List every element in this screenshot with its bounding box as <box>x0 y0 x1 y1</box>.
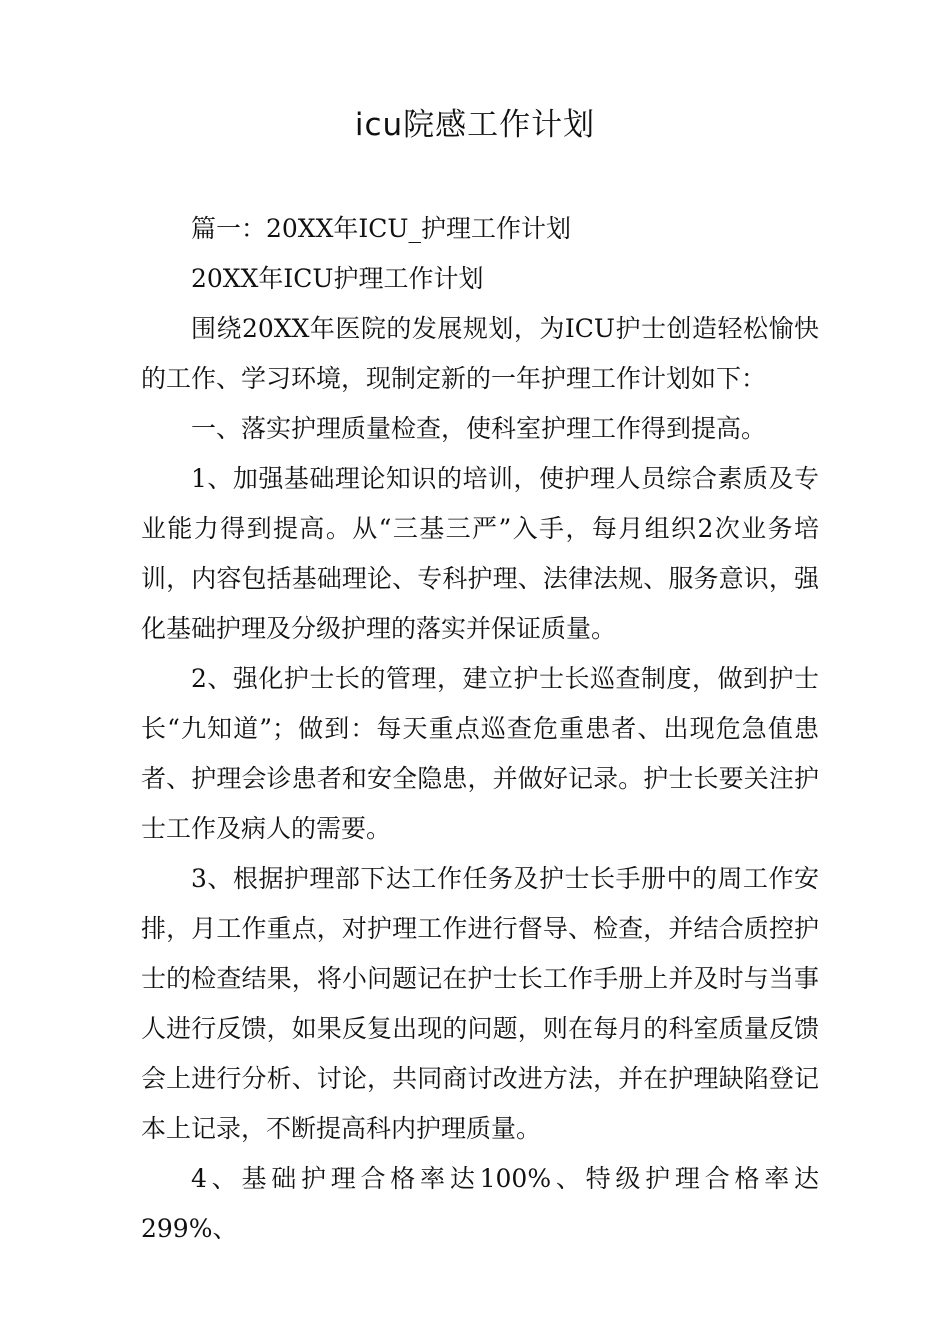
paragraph-subtitle: 20XX年ICU护理工作计划 <box>191 264 484 293</box>
paragraph-point-4: 4、基础护理合格率达100%、特级护理合格率达299%、 <box>141 1164 819 1243</box>
paragraph-item-heading-1: 一、落实护理质量检查，使科室护理工作得到提高。 <box>191 414 767 443</box>
document-title: icu院感工作计划 <box>354 107 596 143</box>
paragraph-point-3: 3、根据护理部下达工作任务及护士长手册中的周工作安排，月工作重点，对护理工作进行督导、检查，并结合质控护士的检查结果，将小问题记在护士长工作手册上并及时与当事人进行反馈，如果反复出现的问题，则在每月的科室质量反馈会上进行分析、讨论，共同商讨改进方法，并在护理缺陷登记本上记录，不断提高科内护理质量。 <box>141 864 819 1143</box>
paragraph-section-heading: 篇一：20XX年ICU_护理工作计划 <box>191 214 571 243</box>
paragraph-point-2: 2、强化护士长的管理，建立护士长巡查制度，做到护士长“九知道”；做到：每天重点巡查危重患者、出现危急值患者、护理会诊患者和安全隐患，并做好记录。护士长要关注护士工作及病人的需要。 <box>141 664 819 843</box>
paragraph-intro: 围绕20XX年医院的发展规划，为ICU护士创造轻松愉快的工作、学习环境，现制定新的一年护理工作计划如下： <box>141 314 819 393</box>
paragraph-point-1: 1、加强基础理论知识的培训，使护理人员综合素质及专业能力得到提高。从“三基三严”入手，每月组织2次业务培训，内容包括基础理论、专科护理、法律法规、服务意识，强化基础护理及分级护理的落实并保证质量。 <box>141 464 819 643</box>
document-body <box>141 204 819 1254</box>
